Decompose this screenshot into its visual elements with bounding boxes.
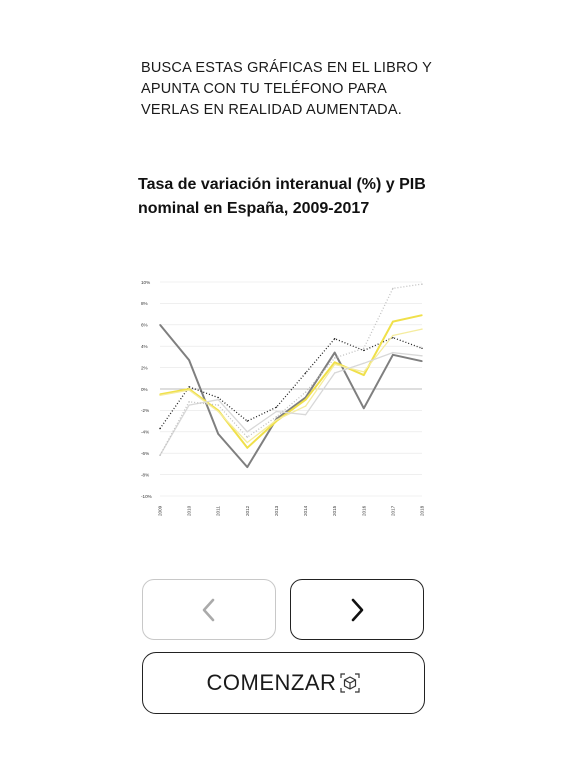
chart-title: Tasa de variación interanual (%) y PIB nominal en España, 2009-2017	[138, 176, 426, 217]
x-tick-label: 2018	[419, 505, 425, 516]
data-point	[363, 348, 364, 349]
data-point	[421, 360, 422, 361]
data-point	[218, 411, 219, 412]
y-tick-label: 8%	[141, 301, 148, 307]
data-point	[188, 404, 189, 405]
y-tick-label: 2%	[141, 365, 148, 371]
data-point	[159, 395, 160, 396]
line-chart	[130, 270, 430, 530]
data-point	[334, 338, 335, 339]
data-point	[334, 364, 335, 365]
data-point	[188, 401, 189, 402]
data-point	[305, 399, 306, 400]
data-point	[247, 431, 248, 432]
data-point	[188, 389, 189, 390]
chevron-left-icon	[199, 597, 219, 623]
start-button[interactable]	[142, 652, 425, 714]
x-tick-label: 2010	[186, 505, 192, 516]
y-tick-label: -8%	[141, 472, 150, 478]
data-point	[218, 397, 219, 398]
chevron-right-icon	[347, 597, 367, 623]
ar-cube-icon	[340, 673, 360, 693]
x-tick-label: 2011	[215, 506, 221, 516]
next-button[interactable]	[290, 579, 424, 640]
data-point	[276, 416, 277, 417]
y-tick-label: -4%	[141, 429, 150, 435]
x-tick-label: 2012	[244, 505, 250, 516]
x-tick-label: 2009	[157, 505, 163, 516]
data-point	[159, 428, 160, 429]
data-point	[363, 363, 364, 364]
y-tick-label: 10%	[141, 279, 151, 285]
data-point	[392, 354, 393, 355]
y-tick-label: 4%	[141, 344, 148, 349]
data-point	[188, 386, 189, 387]
x-tick-label: 2014	[303, 505, 309, 516]
data-point	[188, 359, 189, 360]
series-line-yellow-solid	[160, 315, 422, 448]
data-point	[363, 371, 364, 372]
data-point	[247, 436, 248, 437]
data-point	[421, 355, 422, 356]
series-line-light-gray-solid	[160, 353, 422, 456]
data-point	[305, 405, 306, 406]
x-tick-label: 2016	[361, 505, 367, 516]
data-point	[392, 335, 393, 336]
y-tick-label: -2%	[141, 408, 150, 414]
data-point	[247, 466, 248, 467]
data-point	[305, 392, 306, 393]
data-point	[421, 328, 422, 329]
data-point	[218, 433, 219, 434]
data-point	[334, 372, 335, 373]
instructions-text: BUSCA ESTAS GRÁFICAS EN EL LIBRO Y APUNTA CON TU TELÉFONO PARA VERLAS EN REALIDAD AUMENTADA.	[141, 60, 432, 118]
data-point	[392, 321, 393, 322]
y-tick-label: 0%	[141, 386, 148, 392]
data-point	[305, 414, 306, 415]
data-point	[363, 408, 364, 409]
data-point	[159, 324, 160, 325]
series-line-light-gray-dotted	[160, 284, 422, 455]
y-tick-label: -10%	[141, 493, 152, 499]
data-point	[421, 283, 422, 284]
x-tick-label: 2015	[332, 505, 338, 516]
previous-button[interactable]	[142, 579, 276, 640]
data-point	[276, 411, 277, 412]
data-point	[334, 352, 335, 353]
x-tick-label: 2017	[390, 505, 396, 516]
data-point	[334, 362, 335, 363]
data-point	[421, 348, 422, 349]
start-button-label: COMENZAR	[206, 670, 337, 695]
data-point	[247, 442, 248, 443]
data-point	[247, 420, 248, 421]
data-point	[392, 352, 393, 353]
data-point	[392, 288, 393, 289]
data-point	[363, 350, 364, 351]
data-point	[363, 374, 364, 375]
series-line-black-dotted	[160, 338, 422, 429]
data-point	[159, 455, 160, 456]
data-point	[276, 419, 277, 420]
data-point	[218, 399, 219, 400]
x-tick-label: 2013	[273, 505, 279, 516]
y-tick-label: -6%	[141, 451, 150, 456]
data-point	[276, 406, 277, 407]
y-tick-label: 6%	[141, 322, 148, 328]
data-point	[334, 357, 335, 358]
data-point	[421, 314, 422, 315]
data-point	[305, 372, 306, 373]
data-point	[218, 404, 219, 405]
data-point	[247, 447, 248, 448]
